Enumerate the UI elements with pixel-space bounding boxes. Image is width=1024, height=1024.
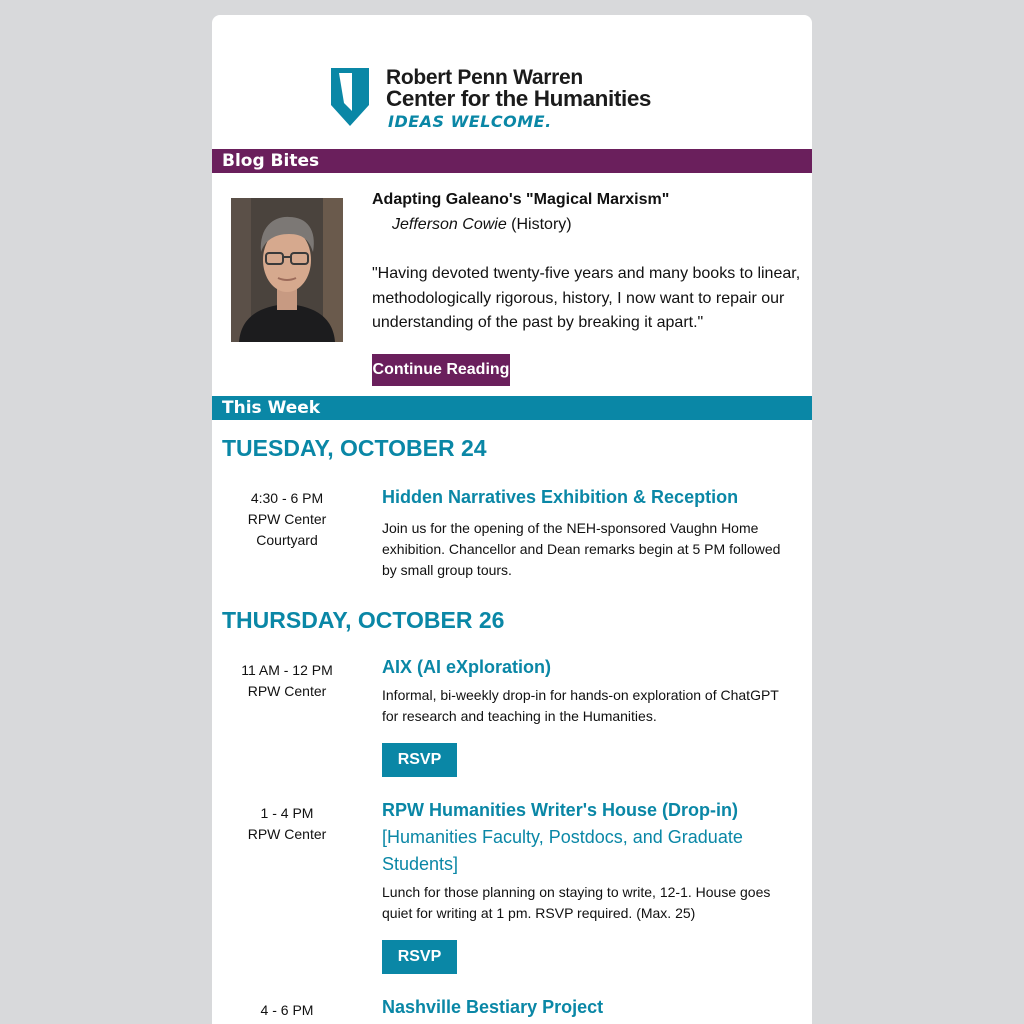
event-time-location xyxy=(227,1000,347,1021)
day-heading-thursday: THURSDAY, OCTOBER 26 xyxy=(222,607,505,633)
event-title-nashville-bestiary[interactable]: Nashville Bestiary Project xyxy=(382,997,604,1017)
blog-author-department: (History) xyxy=(511,216,572,233)
blog-quote: "Having devoted twenty-five years and many books to linear, methodologically rigorous, history, I now want to repair our understanding of the past by breaking it apart." xyxy=(372,265,801,331)
event-description: Lunch for those planning on staying to write, 12-1. House goes quiet for writing at 1 pm. RSVP required. (Max. 25) xyxy=(382,884,771,921)
blog-post-title[interactable]: Adapting Galeano's "Magical Marxism" xyxy=(372,191,670,208)
blog-author-name: Jefferson Cowie xyxy=(392,216,507,233)
this-week-header: This Week xyxy=(212,396,812,420)
event-time: 1 - 4 PM xyxy=(260,805,314,821)
event-time-location xyxy=(227,803,347,845)
author-portrait-image xyxy=(231,198,343,342)
shield-logo-icon xyxy=(330,67,370,127)
rsvp-button-aix[interactable]: RSVP xyxy=(382,743,457,777)
rpw-logo[interactable] xyxy=(330,67,700,131)
blog-bites-header: Blog Bites xyxy=(212,149,812,173)
event-title-aix[interactable]: AIX (AI eXploration) xyxy=(382,657,552,677)
event-title-hidden-narratives[interactable]: Hidden Narratives Exhibition & Reception xyxy=(382,487,739,507)
event-description: Informal, bi-weekly drop-in for hands-on exploration of ChatGPT for research and teaching in the Humanities. xyxy=(382,687,779,724)
event-title-writers-house[interactable] xyxy=(382,797,782,878)
event-audience: [Humanities Faculty, Postdocs, and Graduate Students] xyxy=(382,827,743,874)
event-time-location xyxy=(227,488,347,551)
continue-reading-button[interactable]: Continue Reading xyxy=(372,354,510,386)
event-time: 11 AM - 12 PM xyxy=(241,662,333,678)
event-location: RPW Center xyxy=(247,826,327,842)
author-photo xyxy=(231,198,343,342)
rsvp-button-writers-house[interactable]: RSVP xyxy=(382,940,457,974)
logo-name-line1: Robert Penn Warren xyxy=(386,66,583,89)
event-time: 4 - 6 PM xyxy=(260,1002,314,1018)
logo-name-line2: Center for the Humanities xyxy=(386,86,652,111)
blog-author-line xyxy=(392,216,572,234)
event-time-location xyxy=(227,660,347,702)
event-location: RPW Center Courtyard xyxy=(247,511,327,548)
event-title-text: RPW Humanities Writer's House (Drop-in) xyxy=(382,800,738,820)
event-location: RPW Center xyxy=(247,683,327,699)
logo-tagline: IDEAS WELCOME. xyxy=(388,112,552,131)
event-description: Join us for the opening of the NEH-sponsored Vaughn Home exhibition. Chancellor and Dean remarks begin at 5 PM followed by small group tours. xyxy=(382,520,781,578)
event-time: 4:30 - 6 PM xyxy=(250,490,324,506)
day-heading-tuesday: TUESDAY, OCTOBER 24 xyxy=(222,435,487,461)
newsletter-page xyxy=(212,15,812,1024)
